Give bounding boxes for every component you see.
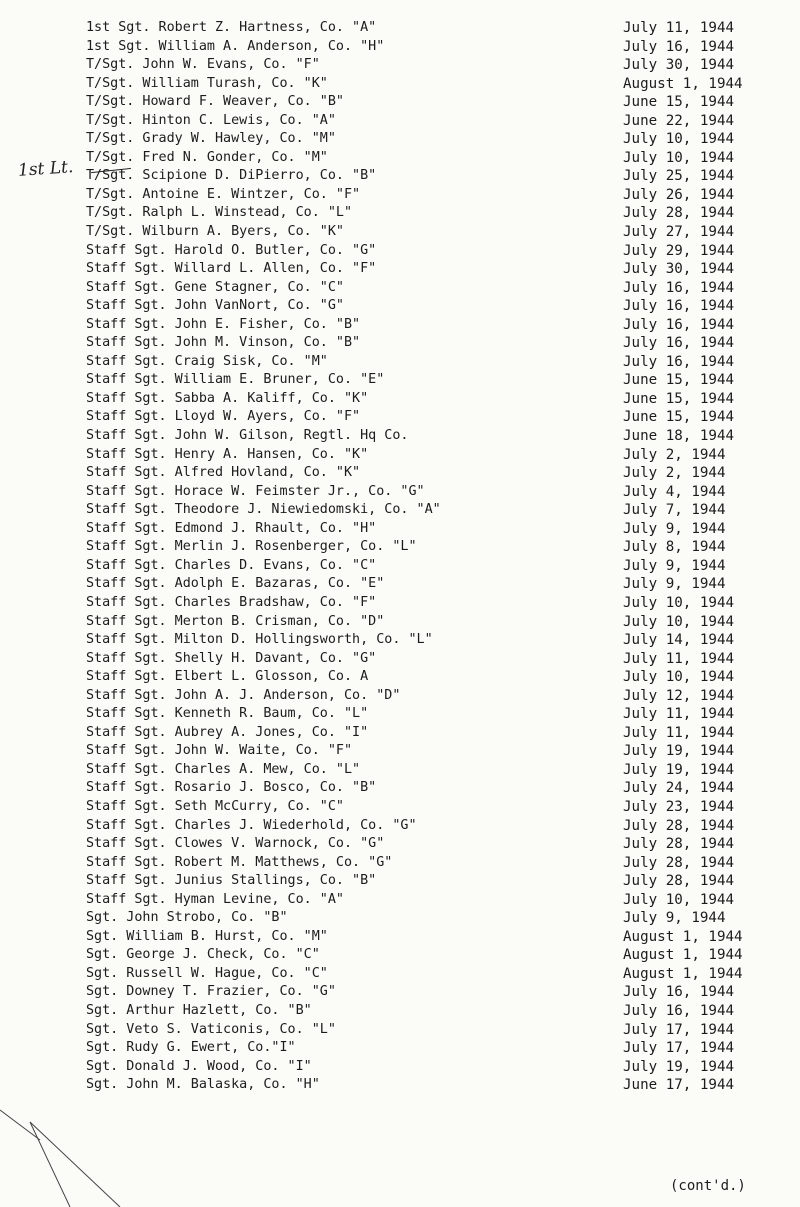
soldier-name: Staff Sgt. John M. Vinson, Co. "B" — [86, 335, 361, 351]
soldier-name: Sgt. Veto S. Vaticonis, Co. "L" — [86, 1021, 336, 1037]
award-date: July 9, 1944 — [623, 520, 726, 537]
soldier-name: Staff Sgt. Hyman Levine, Co. "A" — [86, 891, 344, 907]
award-date: July 28, 1944 — [623, 873, 735, 890]
award-date: June 15, 1944 — [623, 390, 735, 407]
award-date: July 16, 1944 — [623, 38, 735, 55]
soldier-name: Staff Sgt. Theodore J. Niewiedomski, Co. "A" — [86, 502, 441, 518]
award-date: July 28, 1944 — [623, 205, 735, 222]
pen-stroke-1 — [0, 1110, 40, 1140]
soldier-name: Sgt. George J. Check, Co. "C" — [86, 947, 320, 963]
soldier-name: Staff Sgt. John W. Gilson, Regtl. Hq Co. — [86, 428, 409, 444]
soldier-name: Staff Sgt. Rosario J. Bosco, Co. "B" — [86, 780, 377, 796]
award-date: July 16, 1944 — [623, 335, 735, 352]
soldier-name: Staff Sgt. Merton B. Crisman, Co. "D" — [86, 613, 385, 629]
soldier-name: Staff Sgt. Gene Stagner, Co. "C" — [86, 279, 344, 295]
soldier-name: Staff Sgt. Lloyd W. Ayers, Co. "F" — [86, 409, 361, 425]
award-date: July 16, 1944 — [623, 984, 735, 1001]
award-date: July 30, 1944 — [623, 57, 735, 74]
soldier-name: Staff Sgt. Robert M. Matthews, Co. "G" — [86, 854, 393, 870]
award-date: June 18, 1944 — [623, 428, 735, 445]
soldier-name: Staff Sgt. Craig Sisk, Co. "M" — [86, 353, 328, 369]
award-date: July 4, 1944 — [623, 483, 726, 500]
award-date: June 15, 1944 — [623, 94, 735, 111]
soldier-name: Sgt. Arthur Hazlett, Co. "B" — [86, 1002, 312, 1018]
soldier-name: Sgt. Rudy G. Ewert, Co."I" — [86, 1040, 296, 1056]
handwritten-annotation: 1st Lt. — [17, 157, 74, 181]
soldier-name: Staff Sgt. Charles Bradshaw, Co. "F" — [86, 594, 377, 610]
soldier-name: T/Sgt. Antoine E. Wintzer, Co. "F" — [86, 186, 361, 202]
soldier-name: Staff Sgt. John E. Fisher, Co. "B" — [86, 316, 361, 332]
award-date: July 29, 1944 — [623, 242, 735, 259]
soldier-name: Staff Sgt. Henry A. Hansen, Co. "K" — [86, 446, 369, 462]
award-date: July 16, 1944 — [623, 316, 735, 333]
award-date: July 14, 1944 — [623, 632, 735, 649]
soldier-name: Staff Sgt. Merlin J. Rosenberger, Co. "L" — [86, 539, 417, 555]
soldier-name: Staff Sgt. Adolph E. Bazaras, Co. "E" — [86, 576, 385, 592]
award-date: July 10, 1944 — [623, 131, 735, 148]
soldier-name: Sgt. Donald J. Wood, Co. "I" — [86, 1058, 312, 1074]
soldier-name: T/Sgt. Scipione D. DiPierro, Co. "B" — [86, 168, 377, 184]
award-date: July 10, 1944 — [623, 149, 735, 166]
soldier-name: Staff Sgt. John A. J. Anderson, Co. "D" — [86, 687, 401, 703]
award-date: July 7, 1944 — [623, 502, 726, 519]
soldier-name: Staff Sgt. John W. Waite, Co. "F" — [86, 743, 353, 759]
soldier-name: Staff Sgt. Shelly H. Davant, Co. "G" — [86, 650, 377, 666]
continued-note: (cont'd.) — [670, 1178, 746, 1194]
pen-stroke-3 — [30, 1122, 70, 1207]
soldier-name: T/Sgt. Grady W. Hawley, Co. "M" — [86, 131, 336, 147]
award-date: July 24, 1944 — [623, 780, 735, 797]
soldier-name: Staff Sgt. John VanNort, Co. "G" — [86, 298, 344, 314]
award-date: July 10, 1944 — [623, 594, 735, 611]
soldier-name: Staff Sgt. Seth McCurry, Co. "C" — [86, 798, 344, 814]
soldier-name: Staff Sgt. Junius Stallings, Co. "B" — [86, 873, 377, 889]
soldier-name: Staff Sgt. Charles J. Wiederhold, Co. "G" — [86, 817, 417, 833]
soldier-name: Staff Sgt. Elbert L. Glosson, Co. A — [86, 669, 369, 685]
award-date: July 25, 1944 — [623, 168, 735, 185]
award-date: July 26, 1944 — [623, 186, 735, 203]
soldier-name: Staff Sgt. William E. Bruner, Co. "E" — [86, 372, 385, 388]
soldier-name: T/Sgt. Howard F. Weaver, Co. "B" — [86, 94, 344, 110]
award-date: July 8, 1944 — [623, 539, 726, 556]
award-date: July 16, 1944 — [623, 1002, 735, 1019]
award-date: August 1, 1944 — [623, 947, 743, 964]
award-date: July 28, 1944 — [623, 854, 735, 871]
soldier-name: Staff Sgt. Alfred Hovland, Co. "K" — [86, 465, 361, 481]
award-date: July 16, 1944 — [623, 279, 735, 296]
award-date: July 11, 1944 — [623, 706, 735, 723]
award-date: July 10, 1944 — [623, 613, 735, 630]
award-date: July 19, 1944 — [623, 761, 735, 778]
award-date: July 23, 1944 — [623, 798, 735, 815]
award-date: July 28, 1944 — [623, 836, 735, 853]
award-date: July 27, 1944 — [623, 224, 735, 241]
soldier-name: Staff Sgt. Edmond J. Rhault, Co. "H" — [86, 520, 377, 536]
award-date: July 17, 1944 — [623, 1040, 735, 1057]
award-date: July 28, 1944 — [623, 817, 735, 834]
pen-stroke-2 — [30, 1122, 120, 1207]
soldier-name: Staff Sgt. Harold O. Butler, Co. "G" — [86, 242, 377, 258]
soldier-name: Sgt. William B. Hurst, Co. "M" — [86, 928, 328, 944]
soldier-name: Staff Sgt. Kenneth R. Baum, Co. "L" — [86, 706, 369, 722]
soldier-name: T/Sgt. Wilburn A. Byers, Co. "K" — [86, 224, 344, 240]
award-date: August 1, 1944 — [623, 75, 743, 92]
award-date: July 11, 1944 — [623, 20, 735, 36]
award-date: July 12, 1944 — [623, 687, 735, 704]
soldier-name: Sgt. Downey T. Frazier, Co. "G" — [86, 984, 336, 1000]
award-date: July 10, 1944 — [623, 669, 735, 686]
soldier-name: Staff Sgt. Willard L. Allen, Co. "F" — [86, 261, 377, 277]
award-date: July 30, 1944 — [623, 261, 735, 278]
soldier-name: 1st Sgt. Robert Z. Hartness, Co. "A" — [86, 20, 377, 35]
award-date: July 19, 1944 — [623, 743, 735, 760]
award-date: July 17, 1944 — [623, 1021, 735, 1038]
award-date: July 11, 1944 — [623, 650, 735, 667]
award-date: July 16, 1944 — [623, 353, 735, 370]
award-date: July 11, 1944 — [623, 724, 735, 741]
award-date: July 2, 1944 — [623, 446, 726, 463]
award-date: June 15, 1944 — [623, 372, 735, 389]
award-date: July 2, 1944 — [623, 465, 726, 482]
award-date: July 10, 1944 — [623, 891, 735, 908]
soldier-name: Staff Sgt. Charles D. Evans, Co. "C" — [86, 557, 377, 573]
award-date: June 17, 1944 — [623, 1077, 735, 1094]
soldier-name: T/Sgt. Fred N. Gonder, Co. "M" — [86, 149, 328, 165]
soldier-name: Staff Sgt. Aubrey A. Jones, Co. "I" — [86, 724, 369, 740]
soldier-name: Staff Sgt. Horace W. Feimster Jr., Co. "G" — [86, 483, 425, 499]
soldier-name: 1st Sgt. William A. Anderson, Co. "H" — [86, 38, 385, 54]
soldier-name: T/Sgt. William Turash, Co. "K" — [86, 75, 328, 91]
award-date: July 9, 1944 — [623, 557, 726, 574]
soldier-name: T/Sgt. Ralph L. Winstead, Co. "L" — [86, 205, 353, 221]
award-date: July 9, 1944 — [623, 910, 726, 927]
soldier-name: T/Sgt. Hinton C. Lewis, Co. "A" — [86, 112, 336, 128]
soldier-name: Staff Sgt. Milton D. Hollingsworth, Co. "L" — [86, 632, 433, 648]
award-date: July 9, 1944 — [623, 576, 726, 593]
soldier-name: Sgt. John Strobo, Co. "B" — [86, 910, 288, 926]
award-date: July 19, 1944 — [623, 1058, 735, 1075]
award-date: August 1, 1944 — [623, 965, 743, 982]
award-date: June 15, 1944 — [623, 409, 735, 426]
soldier-name: Sgt. Russell W. Hague, Co. "C" — [86, 965, 328, 981]
soldier-name: Staff Sgt. Sabba A. Kaliff, Co. "K" — [86, 390, 369, 406]
soldier-name: Sgt. John M. Balaska, Co. "H" — [86, 1077, 320, 1093]
soldier-name: Staff Sgt. Charles A. Mew, Co. "L" — [86, 761, 361, 777]
award-date: June 22, 1944 — [623, 112, 735, 129]
soldier-name: T/Sgt. John W. Evans, Co. "F" — [86, 57, 320, 73]
award-date: July 16, 1944 — [623, 298, 735, 315]
award-date: August 1, 1944 — [623, 928, 743, 945]
soldier-name: Staff Sgt. Clowes V. Warnock, Co. "G" — [86, 836, 385, 852]
